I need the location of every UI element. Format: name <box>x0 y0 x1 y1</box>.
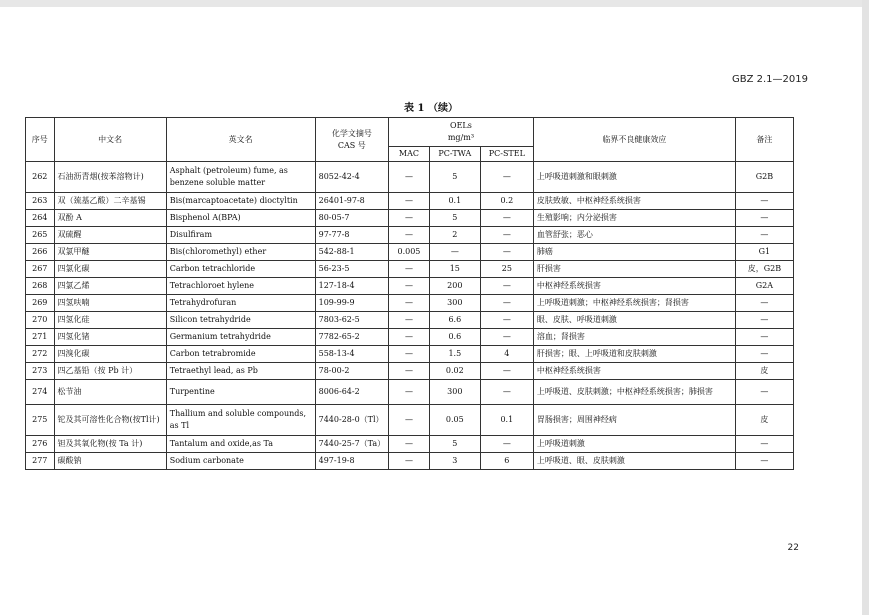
cell-seq: 276 <box>26 436 55 453</box>
cell-seq: 275 <box>26 405 55 436</box>
table-row <box>26 312 794 329</box>
cell-en-name: Asphalt (petroleum) fume, as benzene soluble matter <box>166 162 315 193</box>
header-cas: 化学文摘号 CAS 号 <box>315 118 388 162</box>
cell-cn-name: 四乙基铅（按 Pb 计） <box>54 363 166 380</box>
cell-pc-stel: 25 <box>480 261 533 278</box>
cell-cas: 497-19-8 <box>315 453 388 470</box>
header-oels <box>389 118 534 147</box>
cell-pc-twa: 300 <box>429 295 480 312</box>
cell-note: — <box>735 312 793 329</box>
cell-en-name: Carbon tetrachloride <box>166 261 315 278</box>
cell-cas: 78-00-2 <box>315 363 388 380</box>
cell-cas: 558-13-4 <box>315 346 388 363</box>
cell-mac: — <box>389 329 430 346</box>
cell-cas: 7782-65-2 <box>315 329 388 346</box>
cell-cn-name: 四氢化锗 <box>54 329 166 346</box>
cell-pc-twa: 2 <box>429 227 480 244</box>
table-body <box>26 162 794 470</box>
table-row <box>26 329 794 346</box>
cell-mac: — <box>389 295 430 312</box>
cell-cn-name: 双（巯基乙酸）二辛基锡 <box>54 193 166 210</box>
cell-cas: 7440-25-7（Ta） <box>315 436 388 453</box>
cell-pc-twa: 1.5 <box>429 346 480 363</box>
cell-note: G2A <box>735 278 793 295</box>
header-oels-unit: mg/m³ <box>447 133 475 142</box>
cell-mac: — <box>389 363 430 380</box>
cell-pc-stel: — <box>480 278 533 295</box>
cell-effect: 上呼吸道、皮肤刺激；中枢神经系统损害；肺损害 <box>533 380 735 405</box>
table-row <box>26 261 794 278</box>
cell-en-name: Tetrachloroet hylene <box>166 278 315 295</box>
cell-pc-stel: — <box>480 162 533 193</box>
cell-en-name: Disulfiram <box>166 227 315 244</box>
cell-mac: — <box>389 380 430 405</box>
cell-cn-name: 石油沥青烟(按苯溶物计) <box>54 162 166 193</box>
cell-en-name: Silicon tetrahydride <box>166 312 315 329</box>
standard-code: GBZ 2.1—2019 <box>732 74 808 85</box>
cell-en-name: Bis(marcaptoacetate) dioctyltin <box>166 193 315 210</box>
cell-effect: 溶血；肾损害 <box>533 329 735 346</box>
cell-mac: — <box>389 227 430 244</box>
header-effects: 临界不良健康效应 <box>533 118 735 162</box>
cell-note: — <box>735 295 793 312</box>
cell-note: 皮，G2B <box>735 261 793 278</box>
cell-mac: — <box>389 405 430 436</box>
cell-en-name: Thallium and soluble compounds, as Tl <box>166 405 315 436</box>
cell-mac: — <box>389 436 430 453</box>
table-row <box>26 278 794 295</box>
cell-effect: 皮肤致敏、中枢神经系统损害 <box>533 193 735 210</box>
cell-seq: 267 <box>26 261 55 278</box>
cell-en-name: Tetrahydrofuran <box>166 295 315 312</box>
table-row <box>26 346 794 363</box>
cell-seq: 270 <box>26 312 55 329</box>
cell-cn-name: 双氯甲醚 <box>54 244 166 261</box>
cell-cn-name: 松节油 <box>54 380 166 405</box>
cell-cn-name: 双酚 A <box>54 210 166 227</box>
table-row <box>26 380 794 405</box>
table-row <box>26 405 794 436</box>
cell-seq: 272 <box>26 346 55 363</box>
cell-cn-name: 四氢化硅 <box>54 312 166 329</box>
cell-pc-stel: — <box>480 244 533 261</box>
cell-note: — <box>735 227 793 244</box>
cell-cn-name: 双硫醒 <box>54 227 166 244</box>
cell-effect: 胃肠损害；周围神经病 <box>533 405 735 436</box>
cell-pc-twa: — <box>429 244 480 261</box>
oel-table <box>25 117 794 470</box>
cell-effect: 肺癌 <box>533 244 735 261</box>
cell-cn-name: 四氯乙烯 <box>54 278 166 295</box>
cell-cas: 26401-97-8 <box>315 193 388 210</box>
cell-note: — <box>735 210 793 227</box>
cell-effect: 上呼吸道刺激；中枢神经系统损害；肾损害 <box>533 295 735 312</box>
cell-pc-stel: 4 <box>480 346 533 363</box>
cell-mac: — <box>389 261 430 278</box>
cell-note: — <box>735 453 793 470</box>
cell-effect: 肝损害 <box>533 261 735 278</box>
cell-effect: 肝损害；眼、上呼吸道和皮肤刺激 <box>533 346 735 363</box>
cell-seq: 273 <box>26 363 55 380</box>
cell-pc-stel: — <box>480 227 533 244</box>
cell-mac: — <box>389 193 430 210</box>
cell-en-name: Sodium carbonate <box>166 453 315 470</box>
cell-pc-twa: 6.6 <box>429 312 480 329</box>
cell-cn-name: 铊及其可溶性化合物(按Tl计) <box>54 405 166 436</box>
cell-note: — <box>735 436 793 453</box>
cell-mac: — <box>389 312 430 329</box>
cell-pc-twa: 3 <box>429 453 480 470</box>
cell-pc-stel: 0.1 <box>480 405 533 436</box>
cell-note: 皮 <box>735 363 793 380</box>
cell-note: G2B <box>735 162 793 193</box>
cell-cn-name: 四溴化碳 <box>54 346 166 363</box>
cell-effect: 上呼吸道刺激和眼刺激 <box>533 162 735 193</box>
cell-note: 皮 <box>735 405 793 436</box>
cell-seq: 266 <box>26 244 55 261</box>
cell-seq: 262 <box>26 162 55 193</box>
cell-pc-stel: — <box>480 436 533 453</box>
header-pc-twa: PC-TWA <box>429 147 480 162</box>
cell-pc-twa: 5 <box>429 210 480 227</box>
cell-mac: — <box>389 210 430 227</box>
cell-mac: — <box>389 453 430 470</box>
cell-cn-name: 碳酸钠 <box>54 453 166 470</box>
viewer-top-edge <box>0 0 869 7</box>
cell-seq: 271 <box>26 329 55 346</box>
cell-pc-twa: 0.6 <box>429 329 480 346</box>
cell-cas: 97-77-8 <box>315 227 388 244</box>
page-number: 22 <box>787 543 799 553</box>
cell-effect: 血管舒张；恶心 <box>533 227 735 244</box>
header-seq: 序号 <box>26 118 55 162</box>
cell-mac: 0.005 <box>389 244 430 261</box>
cell-en-name: Germanium tetrahydride <box>166 329 315 346</box>
header-notes: 备注 <box>735 118 793 162</box>
cell-pc-twa: 200 <box>429 278 480 295</box>
cell-cas: 56-23-5 <box>315 261 388 278</box>
cell-pc-stel: — <box>480 329 533 346</box>
table-row <box>26 162 794 193</box>
cell-en-name: Tantalum and oxide,as Ta <box>166 436 315 453</box>
cell-en-name: Tetraethyl lead, as Pb <box>166 363 315 380</box>
cell-pc-twa: 5 <box>429 162 480 193</box>
table-row <box>26 295 794 312</box>
cell-pc-twa: 0.02 <box>429 363 480 380</box>
cell-effect: 中枢神经系统损害 <box>533 363 735 380</box>
table-title: 表 1 （续） <box>404 103 458 114</box>
header-mac: MAC <box>389 147 430 162</box>
cell-pc-stel: 0.2 <box>480 193 533 210</box>
table-row <box>26 227 794 244</box>
cell-note: — <box>735 380 793 405</box>
cell-pc-twa: 15 <box>429 261 480 278</box>
cell-note: — <box>735 193 793 210</box>
cell-en-name: Turpentine <box>166 380 315 405</box>
cell-cas: 542-88-1 <box>315 244 388 261</box>
header-cn-name: 中文名 <box>54 118 166 162</box>
header-en-name: 英文名 <box>166 118 315 162</box>
cell-cas: 8006-64-2 <box>315 380 388 405</box>
cell-seq: 263 <box>26 193 55 210</box>
cell-seq: 274 <box>26 380 55 405</box>
cell-pc-twa: 0.05 <box>429 405 480 436</box>
table-row <box>26 363 794 380</box>
cell-seq: 265 <box>26 227 55 244</box>
cell-pc-stel: — <box>480 380 533 405</box>
cell-cn-name: 四氯化碳 <box>54 261 166 278</box>
cell-en-name: Carbon tetrabromide <box>166 346 315 363</box>
cell-effect: 生殖影响；内分泌损害 <box>533 210 735 227</box>
table-row <box>26 436 794 453</box>
cell-mac: — <box>389 278 430 295</box>
cell-seq: 268 <box>26 278 55 295</box>
cell-seq: 277 <box>26 453 55 470</box>
cell-cas: 7803-62-5 <box>315 312 388 329</box>
table-row <box>26 193 794 210</box>
header-oels-label: OELs <box>450 121 472 130</box>
cell-cas: 8052-42-4 <box>315 162 388 193</box>
cell-effect: 中枢神经系统损害 <box>533 278 735 295</box>
cell-effect: 上呼吸道刺激 <box>533 436 735 453</box>
cell-pc-stel: — <box>480 312 533 329</box>
table-row <box>26 244 794 261</box>
cell-mac: — <box>389 162 430 193</box>
table-row <box>26 453 794 470</box>
cell-effect: 眼、皮肤、呼吸道刺激 <box>533 312 735 329</box>
cell-cas: 109-99-9 <box>315 295 388 312</box>
cell-cn-name: 钽及其氧化物(按 Ta 计) <box>54 436 166 453</box>
cell-en-name: Bisphenol A(BPA) <box>166 210 315 227</box>
cell-pc-stel: — <box>480 210 533 227</box>
cell-en-name: Bis(chloromethyl) ether <box>166 244 315 261</box>
header-pc-stel: PC-STEL <box>480 147 533 162</box>
viewer-scrollbar[interactable] <box>862 0 869 615</box>
cell-cas: 127-18-4 <box>315 278 388 295</box>
cell-cas: 7440-28-0（Tl） <box>315 405 388 436</box>
cell-mac: — <box>389 346 430 363</box>
cell-seq: 264 <box>26 210 55 227</box>
cell-effect: 上呼吸道、眼、皮肤刺激 <box>533 453 735 470</box>
cell-pc-twa: 0.1 <box>429 193 480 210</box>
table-row <box>26 210 794 227</box>
cell-cas: 80-05-7 <box>315 210 388 227</box>
cell-note: — <box>735 329 793 346</box>
cell-pc-stel: — <box>480 363 533 380</box>
cell-pc-twa: 5 <box>429 436 480 453</box>
cell-pc-stel: — <box>480 295 533 312</box>
cell-pc-stel: 6 <box>480 453 533 470</box>
cell-note: — <box>735 346 793 363</box>
cell-note: G1 <box>735 244 793 261</box>
cell-cn-name: 四氢呋喃 <box>54 295 166 312</box>
cell-pc-twa: 300 <box>429 380 480 405</box>
cell-seq: 269 <box>26 295 55 312</box>
